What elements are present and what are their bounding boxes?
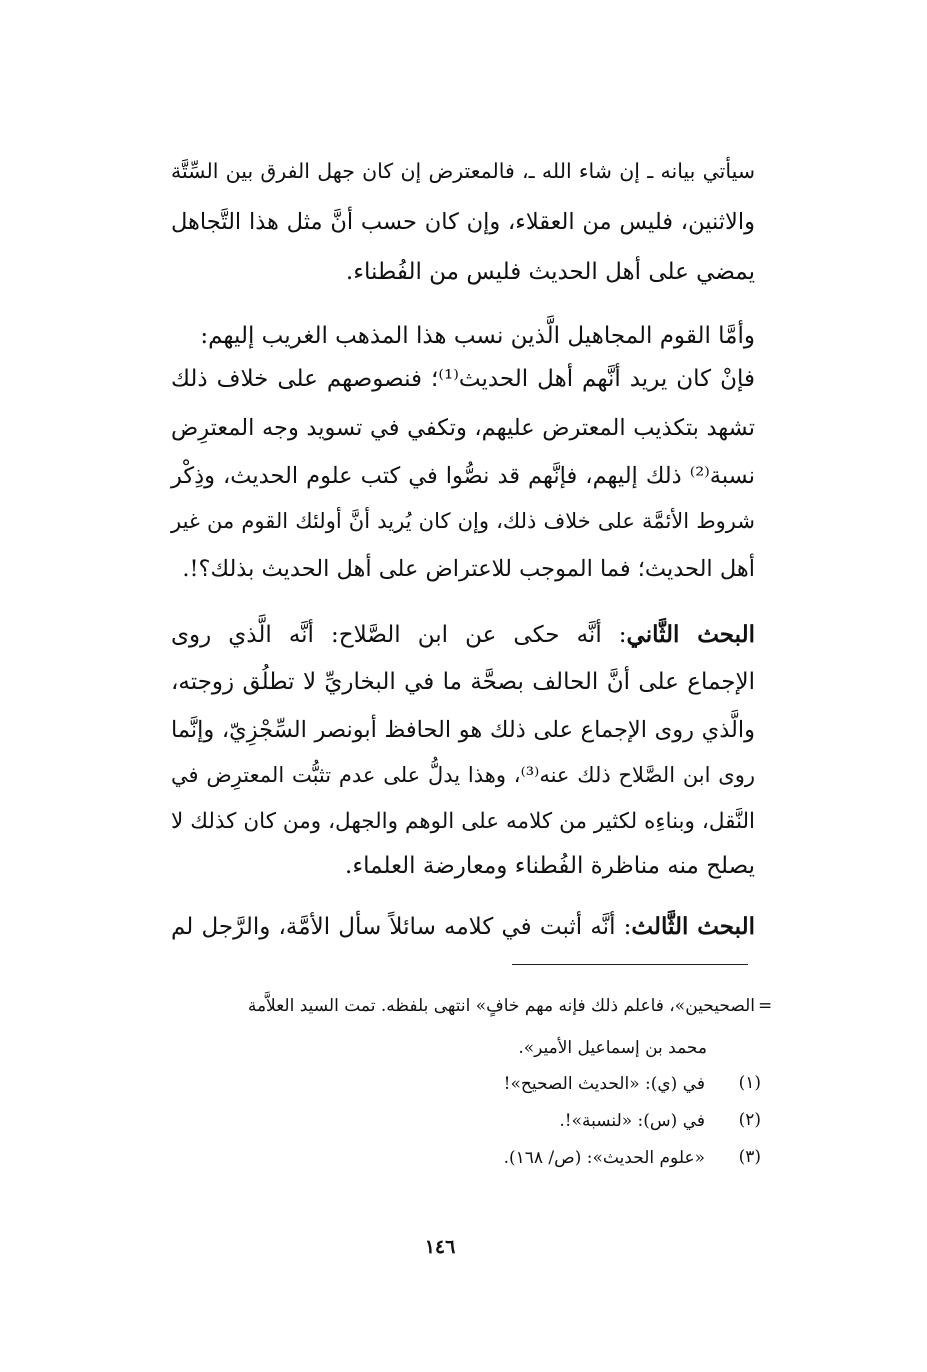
- body-line: فإنْ كان يريد أنَّهم أهل الحديث⁽¹⁾؛ فنصوصهم على خلاف ذلك: [171, 366, 755, 392]
- body-line: النَّقل، وبناءِه لكثير من كلامه على الوهم والجهل، ومن كان كذلك لا: [171, 809, 755, 834]
- footnote-number: (١): [738, 1073, 761, 1093]
- body-line: والاثنين، فليس من العقلاء، وإن كان حسب أنَّ مثل هذا التَّجاهل: [171, 209, 755, 235]
- body-text: : أنَّه أثبت في كلامه سائلاً سأل الأمَّة، والرَّجل لم: [171, 914, 632, 940]
- section-heading: البحث الثَّاني: [626, 621, 755, 648]
- body-line: وأمَّا القوم المجاهيل الَّذين نسب هذا المذهب الغريب إليهم:: [200, 323, 755, 349]
- section-heading: البحث الثَّالث: [631, 913, 755, 940]
- footnote-text: في (ي): «الحديث الصحيح»!: [503, 1074, 705, 1094]
- body-line: يصلح منه مناظرة الفُطناء ومعارضة العلماء.: [345, 853, 755, 879]
- body-line: روى ابن الصَّلاح ذلك عنه⁽³⁾، وهذا يدلُّ على عدم تثبُّت المعترِض في: [171, 763, 755, 787]
- body-line: يمضي على أهل الحديث فليس من الفُطناء.: [345, 259, 755, 285]
- body-line: الإجماع على أنَّ الحالف بصحَّة ما في البخاريِّ لا تطلُق زوجته،: [171, 669, 755, 695]
- footnote-separator: [512, 964, 748, 965]
- page-number: ١٤٦: [424, 1236, 456, 1258]
- footnote-text: «علوم الحديث»: (ص/ ١٦٨).: [503, 1148, 705, 1168]
- footnote-number: (٢): [738, 1110, 761, 1130]
- footnote-line: محمد بن إسماعيل الأمير».: [518, 1038, 707, 1058]
- body-line: نسبة⁽²⁾ ذلك إليهم، فإنَّهم قد نصُّوا في كتب علوم الحديث، وذِكْر: [171, 463, 755, 489]
- footnote-number: (٣): [738, 1147, 761, 1167]
- body-line: سيأتي بيانه ـ إن شاء الله ـ، فالمعترض إن كان جهل الفرق بين السِّتَّة: [171, 159, 755, 183]
- footnote-line: الصحيحين»، فاعلم ذلك فإنه مهم خافٍ» انتهى بلفظه. تمت السيد العلاَّمة: [247, 996, 755, 1016]
- section-heading-line: [171, 620, 755, 651]
- footnote-continuation-mark: =: [758, 996, 773, 1016]
- footnote-text: في (س): «لنسبة»!.: [559, 1111, 705, 1131]
- section-heading-line: [171, 912, 755, 943]
- body-line: تشهد بتكذيب المعترض عليهم، وتكفي في تسويد وجه المعترِض: [171, 415, 755, 441]
- body-line: أهل الحديث؛ فما الموجب للاعتراض على أهل الحديث بذلك؟!.: [182, 556, 755, 582]
- body-text: : أنَّه حكى عن ابن الصَّلاح: أنَّه الَّذي روى: [171, 622, 627, 648]
- body-line: والَّذي روى الإجماع على ذلك هو الحافظ أبونصر السِّجْزِيّ، وإنَّما: [171, 717, 755, 743]
- body-line: شروط الأئمَّة على خلاف ذلك، وإن كان يُريد أنَّ أولئك القوم من غير: [171, 509, 755, 533]
